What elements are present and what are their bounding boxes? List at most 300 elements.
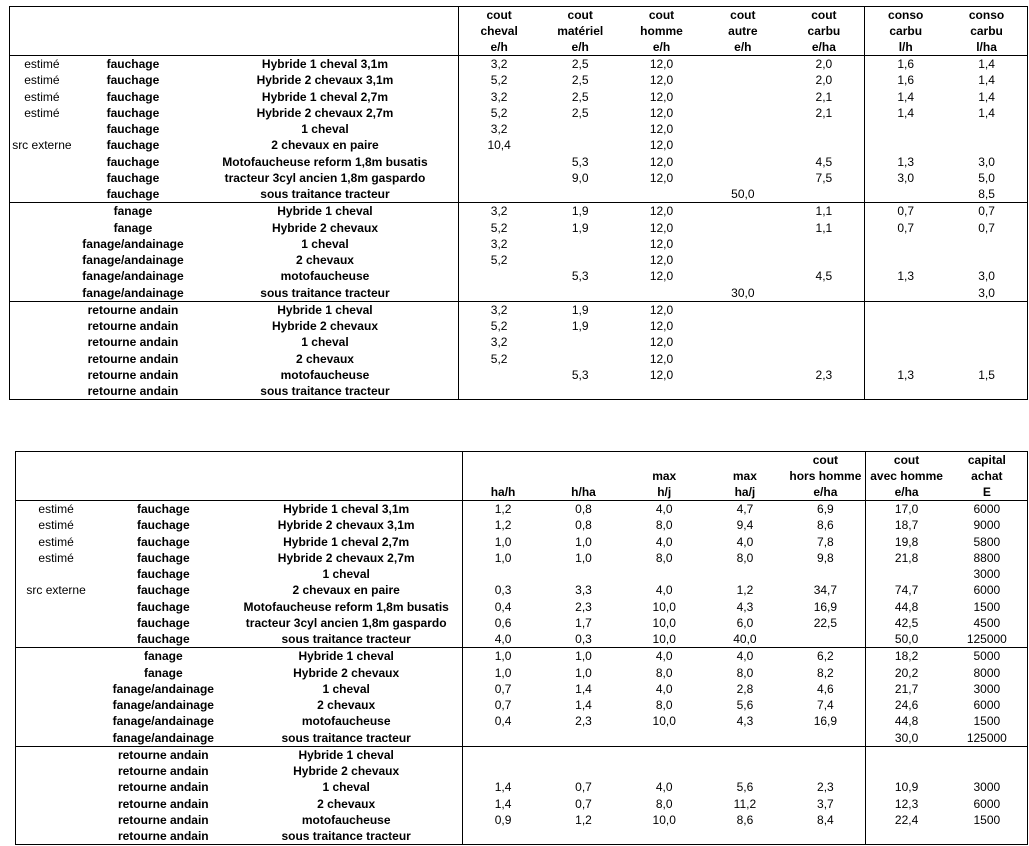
value-cell: 5,2 xyxy=(490,105,508,120)
value-cell: 2,8 xyxy=(736,681,754,696)
cost-table-row xyxy=(10,56,1028,73)
value-cell: 8,0 xyxy=(655,698,673,712)
value-cell xyxy=(865,351,946,367)
value-cell: 1,3 xyxy=(897,367,915,382)
cost-table-header-cell: cout xyxy=(458,7,539,24)
value-cell xyxy=(540,351,621,367)
value-cell: 9,4 xyxy=(736,518,754,533)
productivity-table-row xyxy=(16,746,1028,763)
value-cell xyxy=(946,334,1027,350)
cost-table-row xyxy=(10,220,1028,236)
value-cell xyxy=(865,383,946,400)
value-cell: 1,6 xyxy=(897,73,915,88)
value-cell: 4,3 xyxy=(736,714,754,729)
value-cell: 2,0 xyxy=(783,72,864,88)
operation-cell: fanage xyxy=(143,665,183,680)
value-cell: 5800 xyxy=(947,534,1028,550)
value-cell: 3,7 xyxy=(785,796,866,812)
productivity-table-row xyxy=(16,648,1028,665)
productivity-table-row xyxy=(16,615,1028,631)
value-cell xyxy=(865,186,946,203)
value-cell xyxy=(866,763,947,779)
productivity-table-header-cell: capital xyxy=(947,452,1028,469)
equipment-cell: Hybride 2 chevaux xyxy=(192,220,458,236)
value-cell: 1,4 xyxy=(575,681,592,696)
value-cell: 12,0 xyxy=(649,73,674,88)
value-cell: 0,7 xyxy=(575,780,592,795)
source-cell xyxy=(16,746,97,763)
cost-table-header-cell: carbu xyxy=(946,23,1027,39)
value-cell xyxy=(543,746,624,763)
productivity-table-header-cell xyxy=(624,452,705,469)
cost-table-header-cell: conso xyxy=(946,7,1027,24)
value-cell xyxy=(543,763,624,779)
value-cell: 5,2 xyxy=(490,319,508,333)
source-cell xyxy=(10,301,74,318)
value-cell xyxy=(624,730,705,747)
value-cell xyxy=(947,746,1028,763)
productivity-table-row xyxy=(16,730,1028,747)
source-cell xyxy=(10,285,74,302)
value-cell: 2,5 xyxy=(571,105,589,120)
value-cell: 0,7 xyxy=(575,796,592,811)
value-cell: 16,9 xyxy=(785,599,866,615)
value-cell: 2,1 xyxy=(783,105,864,121)
value-cell xyxy=(702,137,783,153)
value-cell xyxy=(783,383,864,400)
value-cell xyxy=(540,252,621,268)
value-cell: 5,0 xyxy=(946,170,1027,186)
cost-table-header-blank xyxy=(192,39,458,56)
value-cell: 1,0 xyxy=(543,648,624,665)
source-cell xyxy=(16,681,97,697)
cost-table-header-cell: cout xyxy=(540,7,621,24)
value-cell: 74,7 xyxy=(894,583,919,598)
value-cell xyxy=(543,730,624,747)
value-cell xyxy=(865,137,946,153)
operation-cell: fanage/andainage xyxy=(82,269,184,284)
value-cell: 21,7 xyxy=(894,681,919,696)
value-cell: 4,0 xyxy=(705,648,786,665)
value-cell xyxy=(702,334,783,350)
source-cell xyxy=(16,665,97,681)
value-cell: 12,3 xyxy=(894,796,919,811)
source-cell xyxy=(10,170,74,186)
value-cell: 5,2 xyxy=(490,351,508,366)
value-cell xyxy=(946,236,1027,252)
operation-cell: fauchage xyxy=(136,632,190,646)
cost-table-header-blank xyxy=(192,7,458,24)
equipment-cell: tracteur 3cyl ancien 1,8m gaspardo xyxy=(230,615,462,631)
value-cell: 10,0 xyxy=(652,812,676,827)
value-cell: 8800 xyxy=(947,550,1028,566)
value-cell: 18,2 xyxy=(866,648,947,665)
value-cell xyxy=(865,121,946,137)
value-cell: 10,0 xyxy=(652,714,676,729)
value-cell: 3,2 xyxy=(490,335,508,350)
operation-cell: fauchage xyxy=(136,599,190,614)
value-cell xyxy=(946,318,1027,334)
value-cell xyxy=(946,383,1027,400)
value-cell: 1,2 xyxy=(494,502,512,516)
cost-table-header-blank xyxy=(74,39,192,56)
source-cell xyxy=(10,334,74,350)
value-cell: 2,1 xyxy=(783,89,864,105)
value-cell xyxy=(702,351,783,367)
value-cell: 1,9 xyxy=(540,203,621,220)
equipment-cell: sous traitance tracteur xyxy=(192,383,458,400)
operation-cell: fanage/andainage xyxy=(112,681,214,696)
value-cell: 17,0 xyxy=(894,502,919,516)
cost-table-header-cell: e/h xyxy=(458,39,539,56)
source-cell xyxy=(16,763,97,779)
value-cell: 40,0 xyxy=(733,632,757,646)
value-cell: 125000 xyxy=(947,631,1028,648)
equipment-cell: tracteur 3cyl ancien 1,8m gaspardo xyxy=(192,170,458,186)
cost-table-header-cell: cout xyxy=(702,7,783,24)
operation-cell: retourne andain xyxy=(117,780,209,795)
value-cell: 1,9 xyxy=(571,220,589,235)
value-cell: 20,2 xyxy=(894,665,919,680)
value-cell: 50,0 xyxy=(731,187,755,201)
value-cell xyxy=(785,730,866,747)
value-cell: 12,0 xyxy=(649,319,674,333)
value-cell: 3,3 xyxy=(575,583,592,598)
value-cell: 1,0 xyxy=(575,665,592,680)
value-cell: 1,0 xyxy=(494,665,512,680)
operation-cell: retourne andain xyxy=(74,301,192,318)
value-cell xyxy=(702,236,783,252)
value-cell: 12,0 xyxy=(649,105,674,120)
value-cell: 6,0 xyxy=(736,615,754,630)
cost-table-header-cell: conso xyxy=(865,7,946,24)
value-cell: 1,0 xyxy=(494,534,512,549)
value-cell: 3000 xyxy=(947,681,1028,697)
value-cell: 1,1 xyxy=(783,220,864,236)
source-cell: estimé xyxy=(16,534,97,550)
value-cell: 12,0 xyxy=(649,335,674,350)
operation-cell: fauchage xyxy=(106,105,160,120)
productivity-table-header-cell xyxy=(543,468,624,484)
value-cell: 0,7 xyxy=(946,220,1027,236)
value-cell: 8,4 xyxy=(785,812,866,828)
operation-cell: retourne andain xyxy=(87,335,179,350)
cost-table-row xyxy=(10,334,1028,350)
equipment-cell: 2 chevaux xyxy=(192,252,458,268)
cost-table-header-row xyxy=(10,7,1028,24)
value-cell: 0,8 xyxy=(575,502,592,516)
value-cell: 10,4 xyxy=(487,138,511,153)
value-cell: 8,0 xyxy=(655,550,673,565)
cost-table xyxy=(9,6,1028,400)
value-cell: 10,0 xyxy=(652,615,676,630)
value-cell: 3,2 xyxy=(458,203,539,220)
cost-table-header-cell: homme xyxy=(640,24,683,38)
value-cell: 22,5 xyxy=(785,615,866,631)
value-cell: 8,0 xyxy=(655,518,673,533)
operation-cell: fauchage xyxy=(136,583,190,598)
cost-table-header-blank xyxy=(192,23,458,39)
source-cell: estimé xyxy=(10,89,74,105)
value-cell: 16,9 xyxy=(785,713,866,729)
value-cell xyxy=(702,220,783,236)
source-cell: estimé xyxy=(10,72,74,88)
operation-cell: fanage/andainage xyxy=(112,714,214,729)
productivity-table-header-blank xyxy=(230,468,462,484)
value-cell xyxy=(865,334,946,350)
cost-table-row xyxy=(10,252,1028,268)
productivity-table-header-row xyxy=(16,484,1028,501)
productivity-table-header-cell: E xyxy=(947,484,1028,501)
equipment-cell: Motofaucheuse reform 1,8m busatis xyxy=(192,154,458,170)
operation-cell: retourne andain xyxy=(117,812,209,827)
value-cell: 3,0 xyxy=(897,170,915,185)
operation-cell: retourne andain xyxy=(87,319,179,333)
equipment-cell: Hybride 1 cheval 2,7m xyxy=(230,534,462,550)
source-cell xyxy=(10,220,74,236)
value-cell: 1500 xyxy=(947,812,1028,828)
value-cell: 1,5 xyxy=(946,367,1027,383)
equipment-cell: 1 cheval xyxy=(192,121,458,137)
value-cell xyxy=(783,252,864,268)
cost-table-header-cell: cout xyxy=(621,7,702,24)
productivity-table-header-blank xyxy=(16,468,97,484)
productivity-table-header-blank xyxy=(230,484,462,501)
productivity-table-row xyxy=(16,713,1028,729)
equipment-cell: 2 chevaux en paire xyxy=(192,137,458,153)
cost-table-header-cell: matériel xyxy=(557,24,604,38)
value-cell: 1,7 xyxy=(575,615,592,630)
source-cell xyxy=(16,779,97,795)
value-cell xyxy=(947,763,1028,779)
value-cell xyxy=(865,285,946,302)
value-cell: 1500 xyxy=(947,599,1028,615)
productivity-table-header-row xyxy=(16,468,1028,484)
operation-cell: fauchage xyxy=(136,615,190,630)
productivity-table-header-cell: max xyxy=(652,469,677,483)
value-cell: 1,4 xyxy=(946,105,1027,121)
equipment-cell: Hybride 2 chevaux 2,7m xyxy=(230,550,462,566)
cost-table-row xyxy=(10,383,1028,400)
value-cell: 2,3 xyxy=(575,599,592,614)
value-cell: 21,8 xyxy=(894,550,919,565)
source-cell xyxy=(10,318,74,334)
equipment-cell: 1 cheval xyxy=(192,236,458,252)
productivity-table-header-cell: cout xyxy=(866,452,947,469)
operation-cell: fanage/andainage xyxy=(82,236,184,251)
value-cell: 8,0 xyxy=(736,550,754,565)
value-cell: 22,4 xyxy=(894,812,919,827)
value-cell: 8,2 xyxy=(785,665,866,681)
value-cell xyxy=(705,566,786,582)
value-cell xyxy=(540,186,621,203)
value-cell: 8000 xyxy=(947,665,1028,681)
value-cell: 19,8 xyxy=(894,534,919,549)
operation-cell: fauchage xyxy=(106,89,160,104)
value-cell: 0,7 xyxy=(494,698,512,712)
value-cell: 10,0 xyxy=(652,599,676,614)
value-cell xyxy=(624,828,705,845)
cost-table-row xyxy=(10,121,1028,137)
value-cell: 2,3 xyxy=(783,367,864,383)
cost-table-row xyxy=(10,89,1028,105)
value-cell: 30,0 xyxy=(894,730,919,745)
value-cell: 12,0 xyxy=(649,122,674,136)
value-cell: 6,2 xyxy=(785,648,866,665)
productivity-table-header-cell: hors homme xyxy=(785,468,866,484)
value-cell xyxy=(702,383,783,400)
equipment-cell: Hybride 2 chevaux xyxy=(230,763,462,779)
value-cell: 3,2 xyxy=(490,236,508,251)
value-cell xyxy=(458,186,539,203)
value-cell xyxy=(702,154,783,170)
source-cell xyxy=(16,631,97,648)
productivity-table-header-cell: max xyxy=(732,469,757,483)
value-cell: 8,0 xyxy=(655,796,673,811)
equipment-cell: Hybride 1 cheval 2,7m xyxy=(192,89,458,105)
value-cell xyxy=(783,137,864,153)
productivity-table-header-blank xyxy=(16,484,97,501)
value-cell xyxy=(785,746,866,763)
value-cell: 1,4 xyxy=(494,780,512,795)
equipment-cell: Hybride 2 chevaux xyxy=(230,665,462,681)
value-cell: 5,3 xyxy=(571,269,589,284)
operation-cell: fanage/andainage xyxy=(82,285,184,300)
productivity-table-header-cell: avec homme xyxy=(870,469,943,483)
value-cell: 5,6 xyxy=(736,698,754,712)
value-cell: 4,0 xyxy=(655,502,673,516)
value-cell xyxy=(624,566,705,582)
cost-table-row xyxy=(10,367,1028,383)
equipment-cell: sous traitance tracteur xyxy=(230,828,462,845)
value-cell xyxy=(540,334,621,350)
value-cell xyxy=(458,154,539,170)
value-cell xyxy=(702,203,783,220)
value-cell: 6000 xyxy=(947,501,1028,518)
value-cell: 6,9 xyxy=(785,501,866,518)
value-cell xyxy=(702,72,783,88)
productivity-table-body xyxy=(16,452,1028,845)
productivity-table-row xyxy=(16,566,1028,582)
value-cell xyxy=(540,121,621,137)
equipment-cell: motofaucheuse xyxy=(230,812,462,828)
productivity-table-row xyxy=(16,631,1028,648)
value-cell xyxy=(702,105,783,121)
value-cell xyxy=(783,318,864,334)
productivity-table-row xyxy=(16,534,1028,550)
value-cell: 1,2 xyxy=(575,812,592,827)
equipment-cell: 1 cheval xyxy=(192,334,458,350)
cost-table-header-blank xyxy=(10,7,74,24)
equipment-cell: 1 cheval xyxy=(230,681,462,697)
value-cell xyxy=(946,252,1027,268)
productivity-table-header-row xyxy=(16,452,1028,469)
value-cell xyxy=(783,334,864,350)
value-cell: 1,4 xyxy=(946,89,1027,105)
value-cell: 1,6 xyxy=(897,57,915,71)
value-cell: 4,0 xyxy=(655,681,673,696)
value-cell: 0,7 xyxy=(865,203,946,220)
value-cell: 4,0 xyxy=(655,534,673,549)
source-cell: estimé xyxy=(16,550,97,566)
value-cell: 4500 xyxy=(947,615,1028,631)
cost-table-row xyxy=(10,137,1028,153)
value-cell: 12,0 xyxy=(649,269,674,284)
value-cell: 7,8 xyxy=(785,534,866,550)
cost-table-header-cell: e/h xyxy=(702,39,783,56)
value-cell: 12,0 xyxy=(649,138,674,153)
operation-cell: fanage/andainage xyxy=(112,730,214,745)
value-cell xyxy=(462,566,543,582)
equipment-cell: Hybride 2 chevaux xyxy=(192,318,458,334)
source-cell xyxy=(10,252,74,268)
cost-table-header-cell: l/h xyxy=(865,39,946,56)
value-cell: 0,7 xyxy=(946,203,1027,220)
value-cell: 3,2 xyxy=(490,122,508,136)
productivity-table-header-blank xyxy=(96,452,230,469)
value-cell: 12,0 xyxy=(649,57,674,71)
value-cell: 0,4 xyxy=(494,714,512,729)
operation-cell: retourne andain xyxy=(87,367,179,382)
value-cell: 9,0 xyxy=(571,170,589,185)
value-cell xyxy=(462,828,543,845)
value-cell: 9,8 xyxy=(785,550,866,566)
value-cell: 4,0 xyxy=(655,780,673,795)
value-cell xyxy=(785,763,866,779)
value-cell: 3,0 xyxy=(946,285,1027,302)
value-cell: 0,7 xyxy=(494,681,512,696)
value-cell: 3,2 xyxy=(490,57,508,71)
value-cell: 44,8 xyxy=(894,714,919,729)
value-cell xyxy=(462,730,543,747)
value-cell xyxy=(866,828,947,845)
operation-cell: retourne andain xyxy=(87,351,179,366)
value-cell xyxy=(458,383,539,400)
cost-table-row xyxy=(10,351,1028,367)
productivity-table-header-cell xyxy=(462,468,543,484)
equipment-cell: Hybride 1 cheval xyxy=(230,746,462,763)
value-cell: 18,7 xyxy=(894,518,919,533)
value-cell xyxy=(783,236,864,252)
operation-cell: fauchage xyxy=(136,502,190,516)
value-cell xyxy=(783,285,864,302)
value-cell: 125000 xyxy=(947,730,1028,747)
cost-table-header-cell: l/ha xyxy=(946,39,1027,56)
value-cell xyxy=(540,383,621,400)
value-cell: 0,3 xyxy=(575,632,592,646)
value-cell: 1,3 xyxy=(897,154,915,169)
value-cell xyxy=(865,236,946,252)
value-cell xyxy=(785,631,866,648)
cost-table-body xyxy=(10,7,1028,400)
productivity-table-row xyxy=(16,501,1028,518)
cost-table-row xyxy=(10,170,1028,186)
equipment-cell: Hybride 1 cheval xyxy=(192,301,458,318)
value-cell: 4,7 xyxy=(736,502,754,516)
value-cell: 1,4 xyxy=(897,105,915,120)
source-cell xyxy=(16,697,97,713)
value-cell xyxy=(702,170,783,186)
cost-table-header-blank xyxy=(10,39,74,56)
equipment-cell: 2 chevaux xyxy=(192,351,458,367)
productivity-table-row xyxy=(16,599,1028,615)
value-cell: 4,0 xyxy=(624,648,705,665)
value-cell: 5,2 xyxy=(490,220,508,235)
value-cell: 50,0 xyxy=(894,632,919,646)
equipment-cell: Hybride 2 chevaux 3,1m xyxy=(192,72,458,88)
value-cell: 6000 xyxy=(947,697,1028,713)
value-cell xyxy=(458,367,539,383)
